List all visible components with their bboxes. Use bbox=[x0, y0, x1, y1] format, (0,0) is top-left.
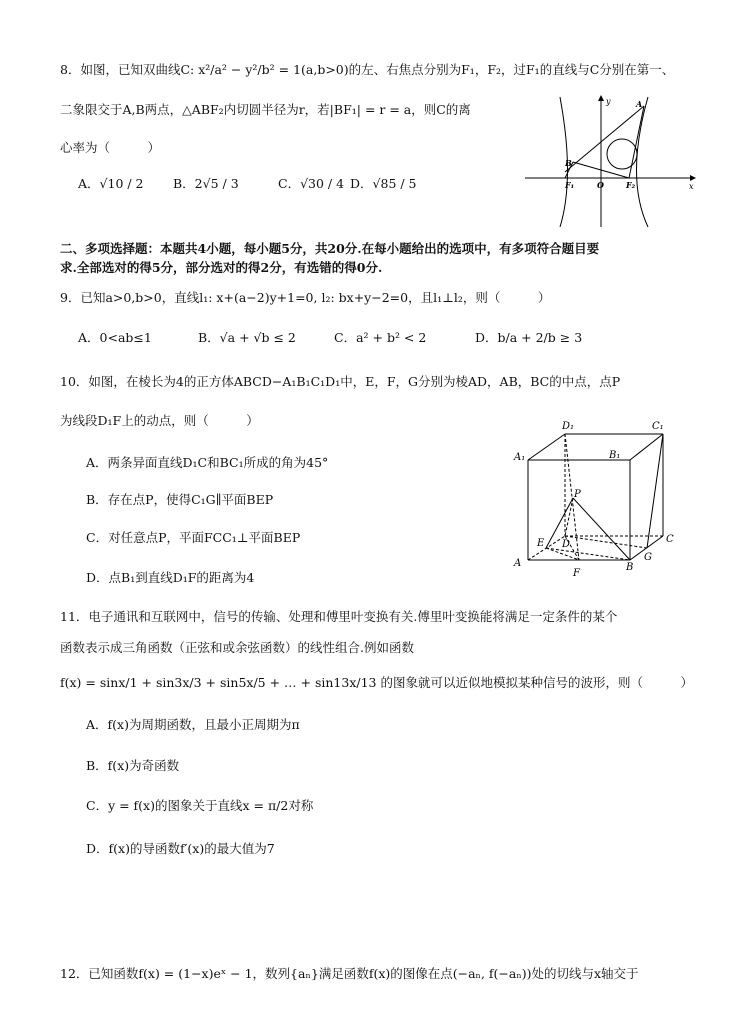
label-b1: B₁ bbox=[609, 450, 621, 461]
q9-stem: 9．已知a>0,b>0，直线l₁: x+(a−2)y+1=0, l₂: bx+y−2=0，且l₁⊥l₂，则（ ） bbox=[60, 290, 551, 305]
q8-line3: 心率为（ ） bbox=[60, 140, 161, 155]
q10-option-d: D．点B₁到直线D₁F的距离为4 bbox=[86, 570, 255, 585]
q10-line1: 10．如图，在棱长为4的正方体ABCD−A₁B₁C₁D₁中，E，F，G分别为棱AD，AB，BC的中点，点P bbox=[60, 374, 621, 389]
label-a1: A₁ bbox=[514, 452, 526, 463]
y-axis-arrow bbox=[598, 95, 604, 101]
q10-line2: 为线段D₁F上的动点，则（ ） bbox=[60, 413, 259, 428]
q10-option-b: B．存在点P，使得C₁G∥平面BEP bbox=[86, 492, 274, 507]
section2-line2: 求.全部选对的得5分，部分选对的得2分，有选错的得0分. bbox=[60, 260, 383, 275]
q11-option-a: A．f(x)为周期函数，且最小正周期为π bbox=[86, 717, 300, 732]
label-d: D bbox=[562, 539, 571, 550]
segment-p-b bbox=[573, 498, 630, 560]
label-b: B bbox=[626, 562, 634, 573]
segment-p-d bbox=[565, 498, 573, 536]
q10-option-a: A．两条异面直线D₁C和BC₁所成的角为45° bbox=[86, 455, 329, 470]
label-g: G bbox=[644, 552, 652, 563]
q8-option-d: D．√85 / 5 bbox=[350, 176, 417, 191]
section2-line1: 二、多项选择题：本题共4小题，每小题5分，共20分.在每小题给出的选项中，有多项符合题目要 bbox=[60, 241, 600, 256]
incircle bbox=[607, 139, 637, 169]
q11-option-d: D．f(x)的导函数f′(x)的最大值为7 bbox=[86, 841, 275, 856]
label-o: O bbox=[597, 180, 604, 190]
q11-line1: 11．电子通讯和互联网中，信号的传输、处理和傅里叶变换有关.傅里叶变换能将满足一定条件的某个 bbox=[60, 609, 618, 624]
q9-option-d: D．b/a + 2/b ≥ 3 bbox=[475, 330, 583, 345]
x-axis-arrow bbox=[690, 175, 696, 181]
q8-option-a: A．√10 / 2 bbox=[78, 176, 144, 191]
q11-line3: f(x) = sinx/1 + sin3x/3 + sin5x/5 + … + sin13x/13 的图象就可以近似地模拟某种信号的波形，则（ ） bbox=[60, 675, 693, 690]
q11-option-c: C．y = f(x)的图象关于直线x = π/2对称 bbox=[86, 798, 314, 813]
q10-option-c: C．对任意点P，平面FCC₁⊥平面BEP bbox=[86, 530, 301, 545]
q9-option-b: B．√a + √b ≤ 2 bbox=[198, 330, 296, 345]
segment-c1-g bbox=[647, 434, 663, 548]
q9-option-a: A．0<ab≤1 bbox=[78, 330, 152, 345]
q8-line2: 二象限交于A,B两点，△ABF₂内切圆半径为r，若|BF₁| = r = a，则C的离 bbox=[60, 102, 471, 117]
label-e: E bbox=[537, 538, 545, 549]
q8-option-b: B．2√5 / 3 bbox=[173, 176, 239, 191]
q12-line1: 12．已知函数f(x) = (1−x)eˣ − 1，数列{aₙ}满足函数f(x)的图像在点(−aₙ, f(−aₙ))处的切线与x轴交于 bbox=[60, 966, 639, 981]
label-c1: C₁ bbox=[652, 421, 664, 432]
label-f2: F₂ bbox=[626, 180, 636, 190]
hyperbola-figure bbox=[525, 92, 700, 230]
q8-option-c: C．√30 / 4 bbox=[278, 176, 345, 191]
label-b: B bbox=[565, 158, 572, 168]
label-p: P bbox=[574, 489, 581, 500]
q11-line2: 函数表示成三角函数（正弦和或余弦函数）的线性组合.例如函数 bbox=[60, 640, 414, 655]
label-f: F bbox=[573, 568, 580, 579]
cube-figure bbox=[510, 418, 690, 584]
edge-a1-d1 bbox=[528, 434, 565, 460]
q11-option-b: B．f(x)为奇函数 bbox=[86, 758, 180, 773]
segment-e-b bbox=[546, 548, 630, 560]
label-f1: F₁ bbox=[565, 180, 575, 190]
label-c: C bbox=[666, 534, 674, 545]
q8-line1: 8．如图，已知双曲线C: x²/a² − y²/b² = 1(a,b>0)的左、右焦点分别为F₁，F₂，过F₁的直线与C分别在第一、 bbox=[60, 62, 675, 77]
label-x: x bbox=[689, 182, 694, 191]
label-d1: D₁ bbox=[562, 421, 575, 432]
q9-option-c: C．a² + b² < 2 bbox=[334, 330, 427, 345]
label-y: y bbox=[606, 97, 611, 106]
edge-b1-c1 bbox=[630, 434, 663, 460]
label-a: A bbox=[636, 99, 643, 109]
label-a: A bbox=[514, 558, 522, 569]
